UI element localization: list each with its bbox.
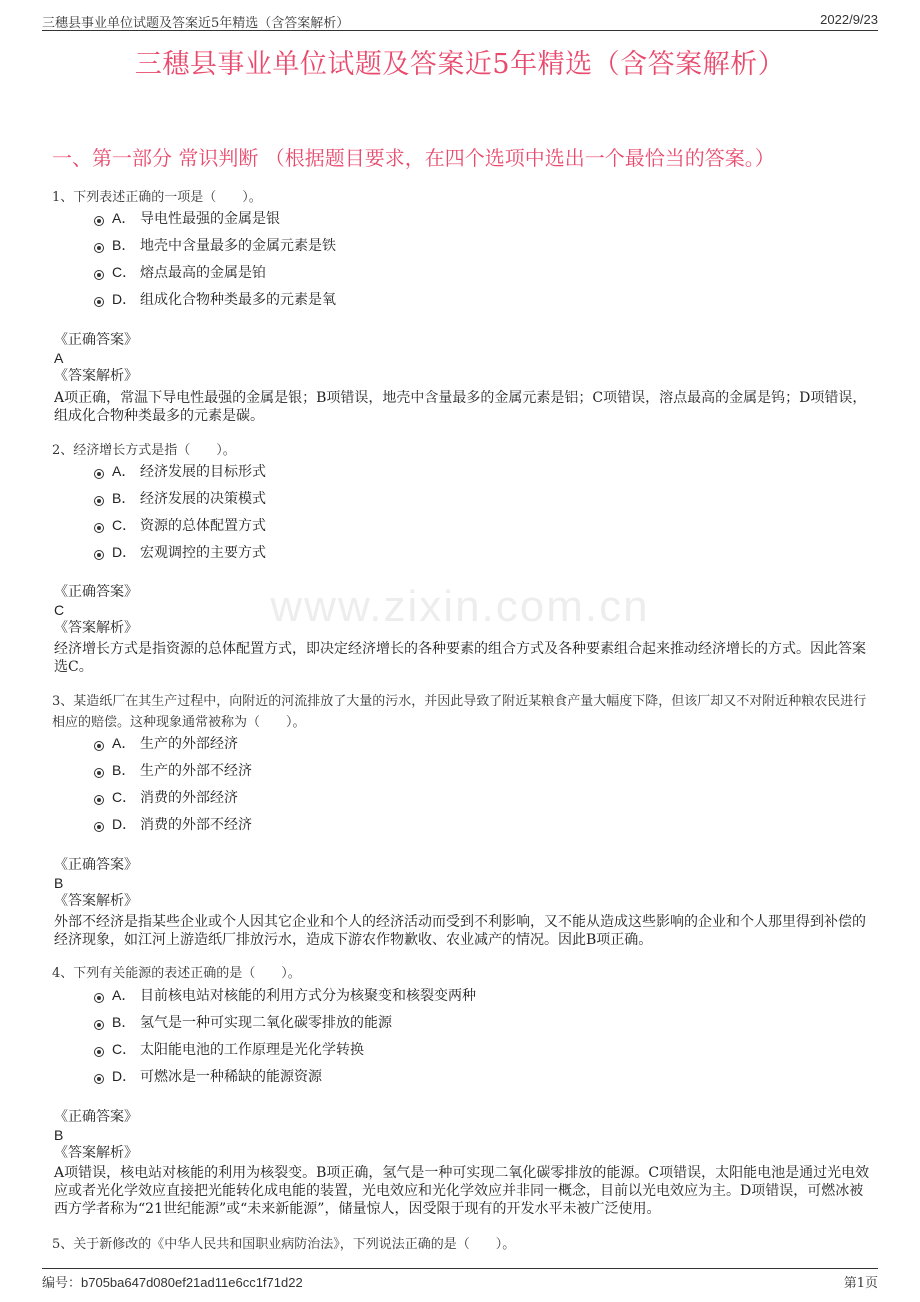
answer-label: 《正确答案》: [54, 332, 138, 348]
page-header: [42, 10, 878, 31]
option-c[interactable]: [94, 258, 336, 285]
answer-value: B: [54, 875, 64, 891]
option-b[interactable]: [94, 756, 252, 783]
answer-value: C: [54, 602, 65, 618]
question-3-answer: [54, 856, 870, 910]
option-key: B．: [112, 236, 136, 253]
question-2-explanation: 经济增长方式是指资源的总体配置方式，即决定经济增长的各种要素的组合方式及各种要素组合起来推动经济增长的方式。因此答案选C。: [54, 641, 866, 675]
answer-value: A: [54, 350, 64, 366]
radio-icon[interactable]: [94, 469, 104, 479]
option-text: 资源的总体配置方式: [140, 517, 266, 534]
option-c[interactable]: [94, 511, 266, 538]
section-heading: 一、第一部分 常识判断 （根据题目要求，在四个选项中选出一个最恰当的答案。）: [52, 146, 775, 170]
option-key: D．: [112, 543, 137, 560]
option-text: 目前核电站对核能的利用方式分为核聚变和核裂变两种: [140, 987, 476, 1004]
option-key: B．: [112, 489, 136, 506]
question-3-explanation: 外部不经济是指某些企业或个人因其它企业和个人的经济活动而受到不利影响，又不能从造成这些影响的企业和个人那里得到补偿的经济现象，如江河上游造纸厂排放污水，造成下游农作物歉收、农业减产的情况。因此B项正确。: [54, 914, 866, 948]
option-key: B．: [112, 761, 136, 778]
radio-icon[interactable]: [94, 523, 104, 533]
answer-value: B: [54, 1127, 64, 1143]
option-text: 消费的外部经济: [140, 789, 238, 806]
radio-icon[interactable]: [94, 768, 104, 778]
question-4-answer: [54, 1108, 870, 1162]
page-footer: [42, 1268, 878, 1289]
radio-icon[interactable]: [94, 550, 104, 560]
question-4-stem: 4、下列有关能源的表述正确的是（ ）。: [52, 966, 301, 981]
explanation-label: 《答案解析》: [54, 368, 138, 384]
question-2-options: [94, 457, 266, 565]
question-3-options: [94, 729, 252, 837]
radio-icon[interactable]: [94, 496, 104, 506]
option-a[interactable]: [94, 457, 266, 484]
option-a[interactable]: [94, 204, 336, 231]
option-text: 消费的外部不经济: [140, 816, 252, 833]
option-text: 宏观调控的主要方式: [140, 544, 266, 561]
explanation-label: 《答案解析》: [54, 1145, 138, 1161]
option-key: D．: [112, 815, 137, 832]
question-4-explanation: A项错误，核电站对核能的利用为核裂变。B项正确，氢气是一种可实现二氧化碳零排放的能源。C项错误，太阳能电池是通过光电效应或者光化学效应直接把光能转化成电能的装置，光电效应和光化学效应并非同一概念，目前以光电效应为主。D项错误，可燃冰被西方学者称为“21世纪能源”或“未来新能源”，储量惊人，因受限于现有的开发水平未被广泛使用。: [54, 1165, 870, 1217]
explanation-label: 《答案解析》: [54, 620, 138, 636]
option-text: 导电性最强的金属是银: [140, 210, 280, 227]
option-key: A．: [112, 462, 136, 479]
question-2-stem: 2、经济增长方式是指（ ）。: [52, 443, 236, 458]
option-key: C．: [112, 788, 137, 805]
option-key: A．: [112, 734, 136, 751]
watermark: www.zixin.com.cn: [270, 582, 650, 631]
option-d[interactable]: [94, 538, 266, 565]
header-date: 2022/9/23: [820, 12, 878, 27]
answer-label: 《正确答案》: [54, 857, 138, 873]
option-b[interactable]: [94, 231, 336, 258]
radio-icon[interactable]: [94, 243, 104, 253]
radio-icon[interactable]: [94, 1074, 104, 1084]
document-title: 三穗县事业单位试题及答案近5年精选（含答案解析）: [134, 49, 786, 80]
option-c[interactable]: [94, 1035, 476, 1062]
option-key: A．: [112, 209, 136, 226]
option-text: 生产的外部不经济: [140, 762, 252, 779]
radio-icon[interactable]: [94, 993, 104, 1003]
question-2-answer: [54, 583, 870, 637]
option-key: C．: [112, 516, 137, 533]
question-5-stem: 5、关于新修改的《中华人民共和国职业病防治法》，下列说法正确的是（ ）。: [52, 1237, 516, 1252]
question-4-options: [94, 981, 476, 1089]
option-text: 生产的外部经济: [140, 735, 238, 752]
radio-icon[interactable]: [94, 822, 104, 832]
radio-icon[interactable]: [94, 216, 104, 226]
question-1-explanation: A项正确，常温下导电性最强的金属是银；B项错误，地壳中含量最多的金属元素是铝；C项错误，溶点最高的金属是钨；D项错误，组成化合物种类最多的元素是碳。: [54, 390, 867, 424]
radio-icon[interactable]: [94, 795, 104, 805]
option-key: C．: [112, 1040, 137, 1057]
option-key: B．: [112, 1013, 136, 1030]
option-text: 熔点最高的金属是铂: [140, 264, 266, 281]
option-d[interactable]: [94, 810, 252, 837]
question-1-options: [94, 204, 336, 312]
option-d[interactable]: [94, 1062, 476, 1089]
radio-icon[interactable]: [94, 1020, 104, 1030]
radio-icon[interactable]: [94, 270, 104, 280]
option-text: 地壳中含量最多的金属元素是铁: [140, 237, 336, 254]
question-1-answer: [54, 331, 870, 385]
radio-icon[interactable]: [94, 1047, 104, 1057]
explanation-label: 《答案解析》: [54, 893, 138, 909]
document-code: 编号：b705ba647d080ef21ad11e6cc1f71d22: [42, 1275, 303, 1290]
radio-icon[interactable]: [94, 741, 104, 751]
radio-icon[interactable]: [94, 297, 104, 307]
option-d[interactable]: [94, 285, 336, 312]
question-3-stem: 3、某造纸厂在其生产过程中，向附近的河流排放了大量的污水，并因此导致了附近某粮食产量大幅度下降，但该厂却又不对附近种粮农民进行相应的赔偿。这种现象通常被称为（ ）。: [52, 694, 867, 730]
option-text: 可燃冰是一种稀缺的能源资源: [140, 1068, 322, 1085]
option-text: 组成化合物种类最多的元素是氧: [140, 291, 336, 308]
option-text: 太阳能电池的工作原理是光化学转换: [140, 1041, 364, 1058]
option-c[interactable]: [94, 783, 252, 810]
option-key: D．: [112, 1067, 137, 1084]
header-doc-title: 三穗县事业单位试题及答案近5年精选（含答案解析）: [42, 16, 350, 31]
option-b[interactable]: [94, 1008, 476, 1035]
option-text: 氢气是一种可实现二氧化碳零排放的能源: [140, 1014, 392, 1031]
page-number: 第1页: [843, 1276, 878, 1291]
option-key: A．: [112, 986, 136, 1003]
option-a[interactable]: [94, 729, 252, 756]
answer-label: 《正确答案》: [54, 584, 138, 600]
option-b[interactable]: [94, 484, 266, 511]
option-text: 经济发展的决策模式: [140, 490, 266, 507]
option-key: C．: [112, 263, 137, 280]
option-key: D．: [112, 290, 137, 307]
option-a[interactable]: [94, 981, 476, 1008]
answer-label: 《正确答案》: [54, 1109, 138, 1125]
option-text: 经济发展的目标形式: [140, 463, 266, 480]
question-1-stem: 1、下列表述正确的一项是（ ）。: [52, 190, 262, 205]
